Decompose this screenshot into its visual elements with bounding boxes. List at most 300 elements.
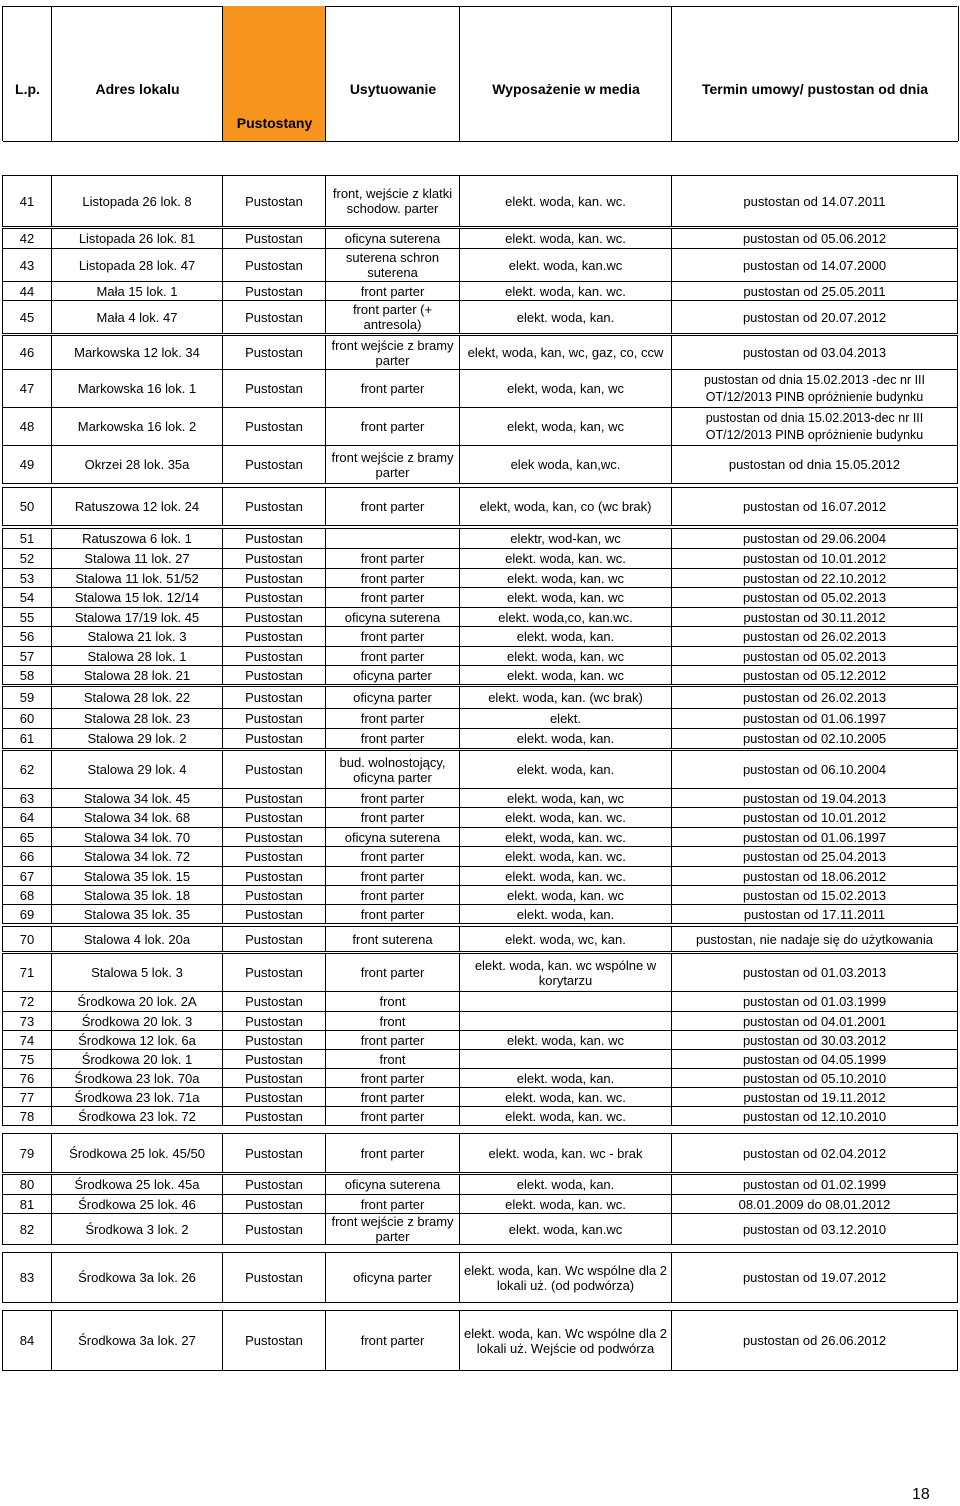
row-location: front parter (326, 1107, 460, 1126)
table-row (3, 529, 958, 549)
row-spacer (3, 1245, 958, 1253)
row-term: pustostan od 26.02.2013 (672, 627, 958, 647)
table-row (3, 992, 958, 1012)
row-location: front parter (326, 847, 460, 867)
row-number: 47 (3, 370, 52, 408)
row-address: Listopada 28 lok. 47 (52, 249, 223, 282)
row-status: Pustostan (223, 370, 326, 408)
row-address: Środkowa 25 lok. 45/50 (52, 1134, 223, 1173)
row-media: elekt. woda, kan. wc. (460, 867, 672, 886)
row-term: pustostan od 06.10.2004 (672, 751, 958, 789)
row-number: 82 (3, 1214, 52, 1245)
row-address: Środkowa 23 lok. 71a (52, 1088, 223, 1107)
row-media: elekt, woda, kan, wc (460, 408, 672, 446)
table-row (3, 1069, 958, 1088)
row-status: Pustostan (223, 828, 326, 847)
table-row (3, 751, 958, 789)
row-address: Markowska 16 lok. 2 (52, 408, 223, 446)
row-location: front parter (326, 886, 460, 905)
row-location: front parter (326, 1069, 460, 1088)
row-status: Pustostan (223, 808, 326, 828)
row-address: Ratuszowa 12 lok. 24 (52, 488, 223, 526)
row-term: pustostan od dnia 15.05.2012 (672, 446, 958, 484)
table-row (3, 588, 958, 608)
row-status: Pustostan (223, 1214, 326, 1245)
row-location: front wejście z bramy parter (326, 446, 460, 484)
row-location: front parter (326, 1311, 460, 1371)
row-address: Stalowa 35 lok. 18 (52, 886, 223, 905)
row-status: Pustostan (223, 751, 326, 789)
row-media: elekt. woda, kan. wc. (460, 282, 672, 301)
row-address: Stalowa 11 lok. 51/52 (52, 569, 223, 588)
row-term: pustostan od 05.02.2013 (672, 588, 958, 608)
row-status: Pustostan (223, 176, 326, 227)
row-status: Pustostan (223, 1253, 326, 1303)
row-address: Stalowa 28 lok. 23 (52, 709, 223, 729)
row-term: pustostan od 26.06.2012 (672, 1311, 958, 1371)
row-location: oficyna suterena (326, 828, 460, 847)
row-term: pustostan od dnia 15.02.2013 -dec nr III OT/12/2013 PINB opróżnienie budynku (672, 370, 958, 408)
row-term: pustostan od 14.07.2000 (672, 249, 958, 282)
row-media: elekt. woda, kan. wc. (460, 1195, 672, 1214)
header-address-label: Adres lokalu (95, 81, 180, 97)
table-row (3, 229, 958, 249)
row-media: elekt. woda,co, kan.wc. (460, 608, 672, 627)
row-address: Stalowa 35 lok. 15 (52, 867, 223, 886)
table-row (3, 301, 958, 334)
row-status: Pustostan (223, 847, 326, 867)
row-media: elekt. woda, kan. (460, 905, 672, 924)
row-term: pustostan od 03.04.2013 (672, 336, 958, 370)
row-address: Środkowa 3 lok. 2 (52, 1214, 223, 1245)
row-term: pustostan od 04.01.2001 (672, 1012, 958, 1031)
row-address: Stalowa 34 lok. 70 (52, 828, 223, 847)
row-term: pustostan od 25.05.2011 (672, 282, 958, 301)
table-row (3, 1195, 958, 1214)
row-number: 52 (3, 549, 52, 569)
table-row (3, 569, 958, 588)
row-address: Stalowa 17/19 lok. 45 (52, 608, 223, 627)
row-location (326, 529, 460, 549)
row-address: Stalowa 5 lok. 3 (52, 954, 223, 992)
row-address: Środkowa 3a lok. 26 (52, 1253, 223, 1303)
row-location: front parter (326, 729, 460, 749)
row-term: pustostan od 12.10.2010 (672, 1107, 958, 1126)
row-location: front wejście z bramy parter (326, 336, 460, 370)
row-status: Pustostan (223, 1050, 326, 1069)
row-status: Pustostan (223, 905, 326, 924)
row-status: Pustostan (223, 229, 326, 249)
row-number: 50 (3, 488, 52, 526)
row-term: pustostan od 19.04.2013 (672, 789, 958, 808)
header-col-lp (2, 6, 52, 141)
row-number: 78 (3, 1107, 52, 1126)
header-location-label: Usytuowanie (349, 81, 437, 97)
table-row (3, 282, 958, 301)
row-address: Stalowa 28 lok. 1 (52, 647, 223, 666)
row-status: Pustostan (223, 687, 326, 709)
row-number: 54 (3, 588, 52, 608)
row-location: oficyna parter (326, 687, 460, 709)
row-location: front parter (+ antresola) (326, 301, 460, 334)
table-row (3, 1107, 958, 1126)
row-location: oficyna suterena (326, 1175, 460, 1195)
row-address: Okrzei 28 lok. 35a (52, 446, 223, 484)
row-number: 73 (3, 1012, 52, 1031)
row-media: elekt. woda, kan. (460, 751, 672, 789)
table-row (3, 954, 958, 992)
row-number: 83 (3, 1253, 52, 1303)
row-term: pustostan od 19.07.2012 (672, 1253, 958, 1303)
table-row (3, 1012, 958, 1031)
row-term: pustostan od 03.12.2010 (672, 1214, 958, 1245)
row-media: elekt. woda, kan. wc wspólne w korytarzu (460, 954, 672, 992)
row-address: Środkowa 25 lok. 45a (52, 1175, 223, 1195)
row-address: Mała 4 lok. 47 (52, 301, 223, 334)
row-term: pustostan od 19.11.2012 (672, 1088, 958, 1107)
row-term: pustostan od 02.04.2012 (672, 1134, 958, 1173)
table-row (3, 1134, 958, 1173)
row-term: pustostan od 01.03.1999 (672, 992, 958, 1012)
row-media: elekt. woda, kan. wc (460, 886, 672, 905)
table-row (3, 687, 958, 709)
row-number: 80 (3, 1175, 52, 1195)
row-media: elekt, woda, kan, co (wc brak) (460, 488, 672, 526)
row-number: 77 (3, 1088, 52, 1107)
row-status: Pustostan (223, 789, 326, 808)
row-term: pustostan od dnia 15.02.2013-dec nr III OT/12/2013 PINB opróżnienie budynku (672, 408, 958, 446)
row-number: 59 (3, 687, 52, 709)
row-term: pustostan od 15.02.2013 (672, 886, 958, 905)
row-location: front parter (326, 954, 460, 992)
row-number: 51 (3, 529, 52, 549)
row-location: front (326, 992, 460, 1012)
row-media: elekt, woda, kan. wc. (460, 828, 672, 847)
row-number: 49 (3, 446, 52, 484)
row-media: elekt. (460, 709, 672, 729)
row-number: 69 (3, 905, 52, 924)
row-status: Pustostan (223, 408, 326, 446)
row-term: pustostan od 01.02.1999 (672, 1175, 958, 1195)
row-location: front parter (326, 1195, 460, 1214)
row-term: pustostan od 30.11.2012 (672, 608, 958, 627)
row-term: pustostan od 05.12.2012 (672, 666, 958, 685)
row-location: front parter (326, 867, 460, 886)
row-location: front parter (326, 569, 460, 588)
row-status: Pustostan (223, 666, 326, 685)
table-row (3, 828, 958, 847)
row-term: pustostan od 04.05.1999 (672, 1050, 958, 1069)
row-address: Środkowa 23 lok. 72 (52, 1107, 223, 1126)
row-location: front suterena (326, 927, 460, 952)
row-media: elekt. woda, kan. wc. (460, 229, 672, 249)
row-address: Środkowa 20 lok. 3 (52, 1012, 223, 1031)
row-number: 68 (3, 886, 52, 905)
row-location: front parter (326, 627, 460, 647)
row-number: 84 (3, 1311, 52, 1371)
row-location: bud. wolnostojący, oficyna parter (326, 751, 460, 789)
row-status: Pustostan (223, 1195, 326, 1214)
row-number: 67 (3, 867, 52, 886)
row-number: 48 (3, 408, 52, 446)
row-status: Pustostan (223, 249, 326, 282)
row-number: 45 (3, 301, 52, 334)
row-status: Pustostan (223, 647, 326, 666)
row-number: 62 (3, 751, 52, 789)
row-term: pustostan od 18.06.2012 (672, 867, 958, 886)
row-number: 46 (3, 336, 52, 370)
row-address: Środkowa 25 lok. 46 (52, 1195, 223, 1214)
row-number: 74 (3, 1031, 52, 1050)
table-row (3, 789, 958, 808)
row-address: Stalowa 4 lok. 20a (52, 927, 223, 952)
row-media (460, 1012, 672, 1031)
row-status: Pustostan (223, 1175, 326, 1195)
header-col-address (51, 6, 223, 141)
row-media: elekt. woda, kan. (460, 1069, 672, 1088)
row-number: 58 (3, 666, 52, 685)
row-location: front wejście z bramy parter (326, 1214, 460, 1245)
table-row (3, 886, 958, 905)
row-media: elek woda, kan,wc. (460, 446, 672, 484)
row-number: 81 (3, 1195, 52, 1214)
row-term: pustostan od 30.03.2012 (672, 1031, 958, 1050)
row-address: Stalowa 29 lok. 4 (52, 751, 223, 789)
table-row (3, 608, 958, 627)
row-media: elekt. woda, kan. wc (460, 666, 672, 685)
row-spacer (3, 1126, 958, 1134)
row-status: Pustostan (223, 1311, 326, 1371)
row-status: Pustostan (223, 1069, 326, 1088)
row-status: Pustostan (223, 1107, 326, 1126)
row-media: elekt. woda, kan. wc. (460, 176, 672, 227)
row-media: elekt, woda, kan, wc (460, 370, 672, 408)
row-media: elekt. woda, wc, kan. (460, 927, 672, 952)
table-row (3, 647, 958, 666)
row-number: 60 (3, 709, 52, 729)
row-media: elekt. woda, kan. (wc brak) (460, 687, 672, 709)
row-location: front parter (326, 282, 460, 301)
row-term: pustostan od 02.10.2005 (672, 729, 958, 749)
row-location: oficyna suterena (326, 229, 460, 249)
row-number: 65 (3, 828, 52, 847)
table-row (3, 408, 958, 446)
table-row (3, 1050, 958, 1069)
table-row (3, 176, 958, 227)
row-status: Pustostan (223, 627, 326, 647)
row-media: elekt. woda, kan. wc. (460, 847, 672, 867)
table-row (3, 370, 958, 408)
row-address: Listopada 26 lok. 8 (52, 176, 223, 227)
table-row (3, 1088, 958, 1107)
row-status: Pustostan (223, 529, 326, 549)
table-row (3, 808, 958, 828)
table-row (3, 847, 958, 867)
row-media: elekt. woda, kan. wc (460, 647, 672, 666)
row-term: pustostan od 29.06.2004 (672, 529, 958, 549)
table-row (3, 666, 958, 685)
row-number: 70 (3, 927, 52, 952)
row-location: suterena schron suterena (326, 249, 460, 282)
row-status: Pustostan (223, 992, 326, 1012)
row-address: Ratuszowa 6 lok. 1 (52, 529, 223, 549)
row-term: 08.01.2009 do 08.01.2012 (672, 1195, 958, 1214)
row-status: Pustostan (223, 954, 326, 992)
row-number: 61 (3, 729, 52, 749)
table-header (2, 6, 957, 141)
row-number: 55 (3, 608, 52, 627)
row-status: Pustostan (223, 588, 326, 608)
row-location: front parter (326, 905, 460, 924)
header-term-label: Termin umowy/ pustostan od dnia (701, 81, 929, 97)
table-row (3, 1214, 958, 1245)
row-location: front (326, 1050, 460, 1069)
row-status: Pustostan (223, 1088, 326, 1107)
vacancy-table (2, 141, 958, 1371)
row-media: elekt. woda, kan.wc (460, 1214, 672, 1245)
row-media (460, 1050, 672, 1069)
table-row (3, 729, 958, 749)
row-term: pustostan od 01.06.1997 (672, 709, 958, 729)
row-media: elekt. woda, kan. wc. (460, 549, 672, 569)
row-media: elekt. woda, kan.wc (460, 249, 672, 282)
table-row (3, 249, 958, 282)
row-address: Listopada 26 lok. 81 (52, 229, 223, 249)
row-media: elekt. woda, kan. wc. (460, 1088, 672, 1107)
table-row (3, 549, 958, 569)
row-term: pustostan od 22.10.2012 (672, 569, 958, 588)
row-location: front parter (326, 549, 460, 569)
header-media-label: Wyposażenie w media (492, 81, 640, 97)
header-col-status (222, 6, 326, 141)
row-media: elekt. woda, kan. wc (460, 569, 672, 588)
row-status: Pustostan (223, 608, 326, 627)
row-address: Stalowa 34 lok. 72 (52, 847, 223, 867)
table-row (3, 905, 958, 924)
row-location: front parter (326, 789, 460, 808)
row-location: front parter (326, 370, 460, 408)
row-term: pustostan od 20.07.2012 (672, 301, 958, 334)
row-media: elekt. woda, kan. Wc wspólne dla 2 lokali uż. Wejście od podwórza (460, 1311, 672, 1371)
row-location: front parter (326, 588, 460, 608)
header-highlight-label: Pustostany (236, 115, 313, 131)
row-address: Stalowa 35 lok. 35 (52, 905, 223, 924)
row-number: 43 (3, 249, 52, 282)
table-row (3, 867, 958, 886)
row-term: pustostan od 01.03.2013 (672, 954, 958, 992)
row-media: elekt. woda, kan. wc (460, 1031, 672, 1050)
row-status: Pustostan (223, 301, 326, 334)
table-row (3, 336, 958, 370)
row-address: Stalowa 15 lok. 12/14 (52, 588, 223, 608)
page-number: 18 (912, 1486, 930, 1503)
row-address: Stalowa 28 lok. 21 (52, 666, 223, 685)
row-address: Stalowa 28 lok. 22 (52, 687, 223, 709)
row-number: 79 (3, 1134, 52, 1173)
row-number: 64 (3, 808, 52, 828)
row-media: elekt. woda, kan. (460, 1175, 672, 1195)
row-status: Pustostan (223, 549, 326, 569)
row-number: 57 (3, 647, 52, 666)
row-location: front, wejście z klatki schodow. parter (326, 176, 460, 227)
row-location: front parter (326, 408, 460, 446)
row-number: 53 (3, 569, 52, 588)
row-status: Pustostan (223, 282, 326, 301)
row-number: 56 (3, 627, 52, 647)
row-term: pustostan od 10.01.2012 (672, 549, 958, 569)
row-location: oficyna parter (326, 1253, 460, 1303)
row-media: elekt, woda, kan, wc, gaz, co, ccw (460, 336, 672, 370)
row-number: 75 (3, 1050, 52, 1069)
row-address: Środkowa 12 lok. 6a (52, 1031, 223, 1050)
row-number: 66 (3, 847, 52, 867)
row-status: Pustostan (223, 927, 326, 952)
table-row (3, 488, 958, 526)
row-address: Środkowa 3a lok. 27 (52, 1311, 223, 1371)
row-address: Markowska 16 lok. 1 (52, 370, 223, 408)
row-spacer (3, 1303, 958, 1311)
row-number: 71 (3, 954, 52, 992)
row-term: pustostan od 10.01.2012 (672, 808, 958, 828)
row-status: Pustostan (223, 867, 326, 886)
row-number: 76 (3, 1069, 52, 1088)
table-row (3, 627, 958, 647)
row-location: oficyna suterena (326, 608, 460, 627)
row-address: Środkowa 23 lok. 70a (52, 1069, 223, 1088)
row-location: oficyna parter (326, 666, 460, 685)
header-lp-label: L.p. (15, 81, 40, 97)
row-status: Pustostan (223, 1134, 326, 1173)
row-media: elekt. woda, kan. wc (460, 588, 672, 608)
header-col-location (325, 6, 460, 141)
row-address: Środkowa 20 lok. 1 (52, 1050, 223, 1069)
row-number: 72 (3, 992, 52, 1012)
table-row (3, 446, 958, 484)
row-term: pustostan od 16.07.2012 (672, 488, 958, 526)
header-col-term (671, 6, 959, 141)
row-status: Pustostan (223, 1012, 326, 1031)
row-media: elekt. woda, kan. Wc wspólne dla 2 lokali uż. (od podwórza) (460, 1253, 672, 1303)
row-term: pustostan, nie nadaje się do użytkowania (672, 927, 958, 952)
row-address: Stalowa 21 lok. 3 (52, 627, 223, 647)
row-number: 44 (3, 282, 52, 301)
row-media: elekt. woda, kan. wc. (460, 1107, 672, 1126)
row-address: Stalowa 29 lok. 2 (52, 729, 223, 749)
row-media: elekt. woda, kan. wc - brak (460, 1134, 672, 1173)
row-number: 63 (3, 789, 52, 808)
row-address: Stalowa 34 lok. 45 (52, 789, 223, 808)
row-location: front parter (326, 1088, 460, 1107)
row-location: front parter (326, 647, 460, 666)
row-address: Środkowa 20 lok. 2A (52, 992, 223, 1012)
table-row (3, 1031, 958, 1050)
row-location: front parter (326, 488, 460, 526)
row-number: 41 (3, 176, 52, 227)
row-status: Pustostan (223, 446, 326, 484)
table-row (3, 1175, 958, 1195)
row-number: 42 (3, 229, 52, 249)
row-term: pustostan od 14.07.2011 (672, 176, 958, 227)
row-media: elekt. woda, kan. (460, 729, 672, 749)
row-term: pustostan od 17.11.2011 (672, 905, 958, 924)
row-address: Stalowa 34 lok. 68 (52, 808, 223, 828)
row-term: pustostan od 01.06.1997 (672, 828, 958, 847)
row-status: Pustostan (223, 709, 326, 729)
row-location: front parter (326, 808, 460, 828)
row-media: elekt. woda, kan. wc. (460, 808, 672, 828)
row-status: Pustostan (223, 336, 326, 370)
table-row (3, 927, 958, 952)
